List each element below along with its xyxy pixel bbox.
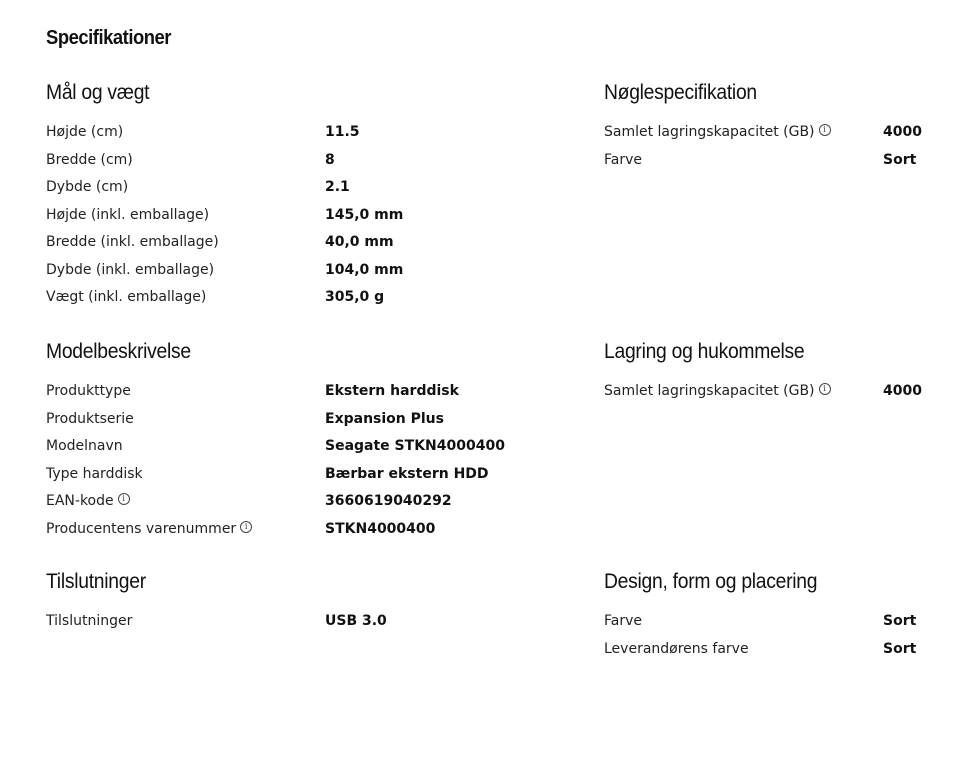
spec-label-wrapper xyxy=(46,122,123,142)
spec-label: Produkttype xyxy=(46,383,131,399)
section-maal-og-vaegt xyxy=(46,81,546,315)
spec-list xyxy=(604,381,934,409)
section-title: Modelbeskrivelse xyxy=(46,340,191,363)
spec-label-wrapper xyxy=(46,409,134,429)
info-circle-icon[interactable]: i xyxy=(819,383,831,395)
spec-row xyxy=(46,436,546,464)
spec-label: Vægt (inkl. emballage) xyxy=(46,289,207,305)
spec-row xyxy=(46,381,546,409)
spec-value: Sort xyxy=(883,640,917,657)
spec-label-wrapper xyxy=(604,150,642,170)
spec-label-wrapper xyxy=(46,464,143,484)
spec-label-wrapper xyxy=(604,639,749,659)
spec-value: 8 xyxy=(325,151,335,168)
spec-row xyxy=(46,464,546,492)
spec-label-wrapper xyxy=(46,205,209,225)
spec-label-wrapper xyxy=(46,232,219,252)
spec-label-wrapper xyxy=(46,177,128,197)
section-title: Mål og vægt xyxy=(46,81,150,104)
spec-value: Sort xyxy=(883,151,917,168)
spec-row xyxy=(604,122,934,150)
spec-row xyxy=(46,205,546,233)
spec-label: Leverandørens farve xyxy=(604,640,749,657)
spec-row xyxy=(46,260,546,288)
spec-row xyxy=(604,150,934,178)
spec-row xyxy=(46,122,546,150)
spec-value: 40,0 mm xyxy=(325,234,394,250)
spec-label: Samlet lagringskapacitet (GB) xyxy=(604,124,815,140)
section-title: Nøglespecifikation xyxy=(604,81,757,104)
spec-value: Seagate STKN4000400 xyxy=(325,438,505,454)
spec-label: Tilslutninger xyxy=(46,613,133,629)
spec-label-wrapper xyxy=(46,260,214,280)
spec-label-wrapper xyxy=(604,381,831,401)
spec-value: 3660619040292 xyxy=(325,493,452,509)
spec-row xyxy=(46,177,546,205)
spec-row xyxy=(604,611,934,639)
spec-label-wrapper xyxy=(46,519,252,539)
spec-list xyxy=(604,611,934,666)
section-title: Tilslutninger xyxy=(46,570,146,593)
section-title: Lagring og hukommelse xyxy=(604,340,805,363)
spec-label-wrapper xyxy=(46,491,130,511)
section-design-form-placering xyxy=(604,570,934,666)
spec-value: Sort xyxy=(883,613,917,629)
spec-label: Dybde (cm) xyxy=(46,179,129,195)
spec-label: Producentens varenummer xyxy=(46,520,237,537)
spec-value: 11.5 xyxy=(325,124,360,140)
section-title: Design, form og placering xyxy=(604,570,818,593)
spec-label: Farve xyxy=(604,151,643,168)
spec-label: Farve xyxy=(604,613,643,629)
spec-value: 2.1 xyxy=(325,179,350,195)
spec-list xyxy=(46,381,546,546)
page-title: Specifikationer xyxy=(46,27,172,49)
section-noeglespecifikation xyxy=(604,81,934,177)
spec-label-wrapper xyxy=(604,611,642,631)
spec-label-wrapper xyxy=(604,122,831,142)
info-circle-icon[interactable]: i xyxy=(240,521,252,533)
spec-value: USB 3.0 xyxy=(325,613,387,629)
spec-value: 4000 xyxy=(883,383,922,399)
spec-label-wrapper xyxy=(46,436,123,456)
spec-value: 104,0 mm xyxy=(325,261,404,278)
spec-label: Modelnavn xyxy=(46,438,123,454)
spec-label: Højde (cm) xyxy=(46,124,124,140)
spec-row xyxy=(46,491,546,519)
spec-value: 305,0 g xyxy=(325,289,385,305)
spec-value: Ekstern harddisk xyxy=(325,383,459,399)
spec-row xyxy=(46,232,546,260)
section-modelbeskrivelse xyxy=(46,340,546,546)
section-lagring-og-hukommelse xyxy=(604,340,934,409)
info-circle-icon[interactable]: i xyxy=(819,124,831,136)
spec-label-wrapper xyxy=(46,287,206,307)
spec-value: 145,0 mm xyxy=(325,206,404,223)
spec-label-wrapper xyxy=(46,611,132,631)
spec-row xyxy=(46,611,546,639)
spec-label: Samlet lagringskapacitet (GB) xyxy=(604,383,815,399)
spec-value: STKN4000400 xyxy=(325,520,436,537)
info-circle-icon[interactable]: i xyxy=(118,493,130,505)
spec-row xyxy=(46,150,546,178)
spec-value: Bærbar ekstern HDD xyxy=(325,465,489,482)
spec-row xyxy=(604,639,934,667)
spec-label-wrapper xyxy=(46,150,133,170)
spec-list xyxy=(604,122,934,177)
spec-label: Dybde (inkl. emballage) xyxy=(46,261,215,278)
spec-row xyxy=(46,409,546,437)
section-tilslutninger xyxy=(46,570,546,639)
spec-row xyxy=(46,519,546,547)
spec-row xyxy=(604,381,934,409)
spec-label: Type harddisk xyxy=(46,465,143,482)
spec-value: Expansion Plus xyxy=(325,410,444,427)
spec-label-wrapper xyxy=(46,381,131,401)
spec-value: 4000 xyxy=(883,124,922,140)
spec-label: Produktserie xyxy=(46,410,134,427)
spec-list xyxy=(46,122,546,315)
spec-label: Højde (inkl. emballage) xyxy=(46,206,210,223)
spec-label: Bredde (cm) xyxy=(46,151,133,168)
spec-list xyxy=(46,611,546,639)
spec-row xyxy=(46,287,546,315)
spec-label: Bredde (inkl. emballage) xyxy=(46,234,219,250)
spec-label: EAN-kode xyxy=(46,493,114,509)
